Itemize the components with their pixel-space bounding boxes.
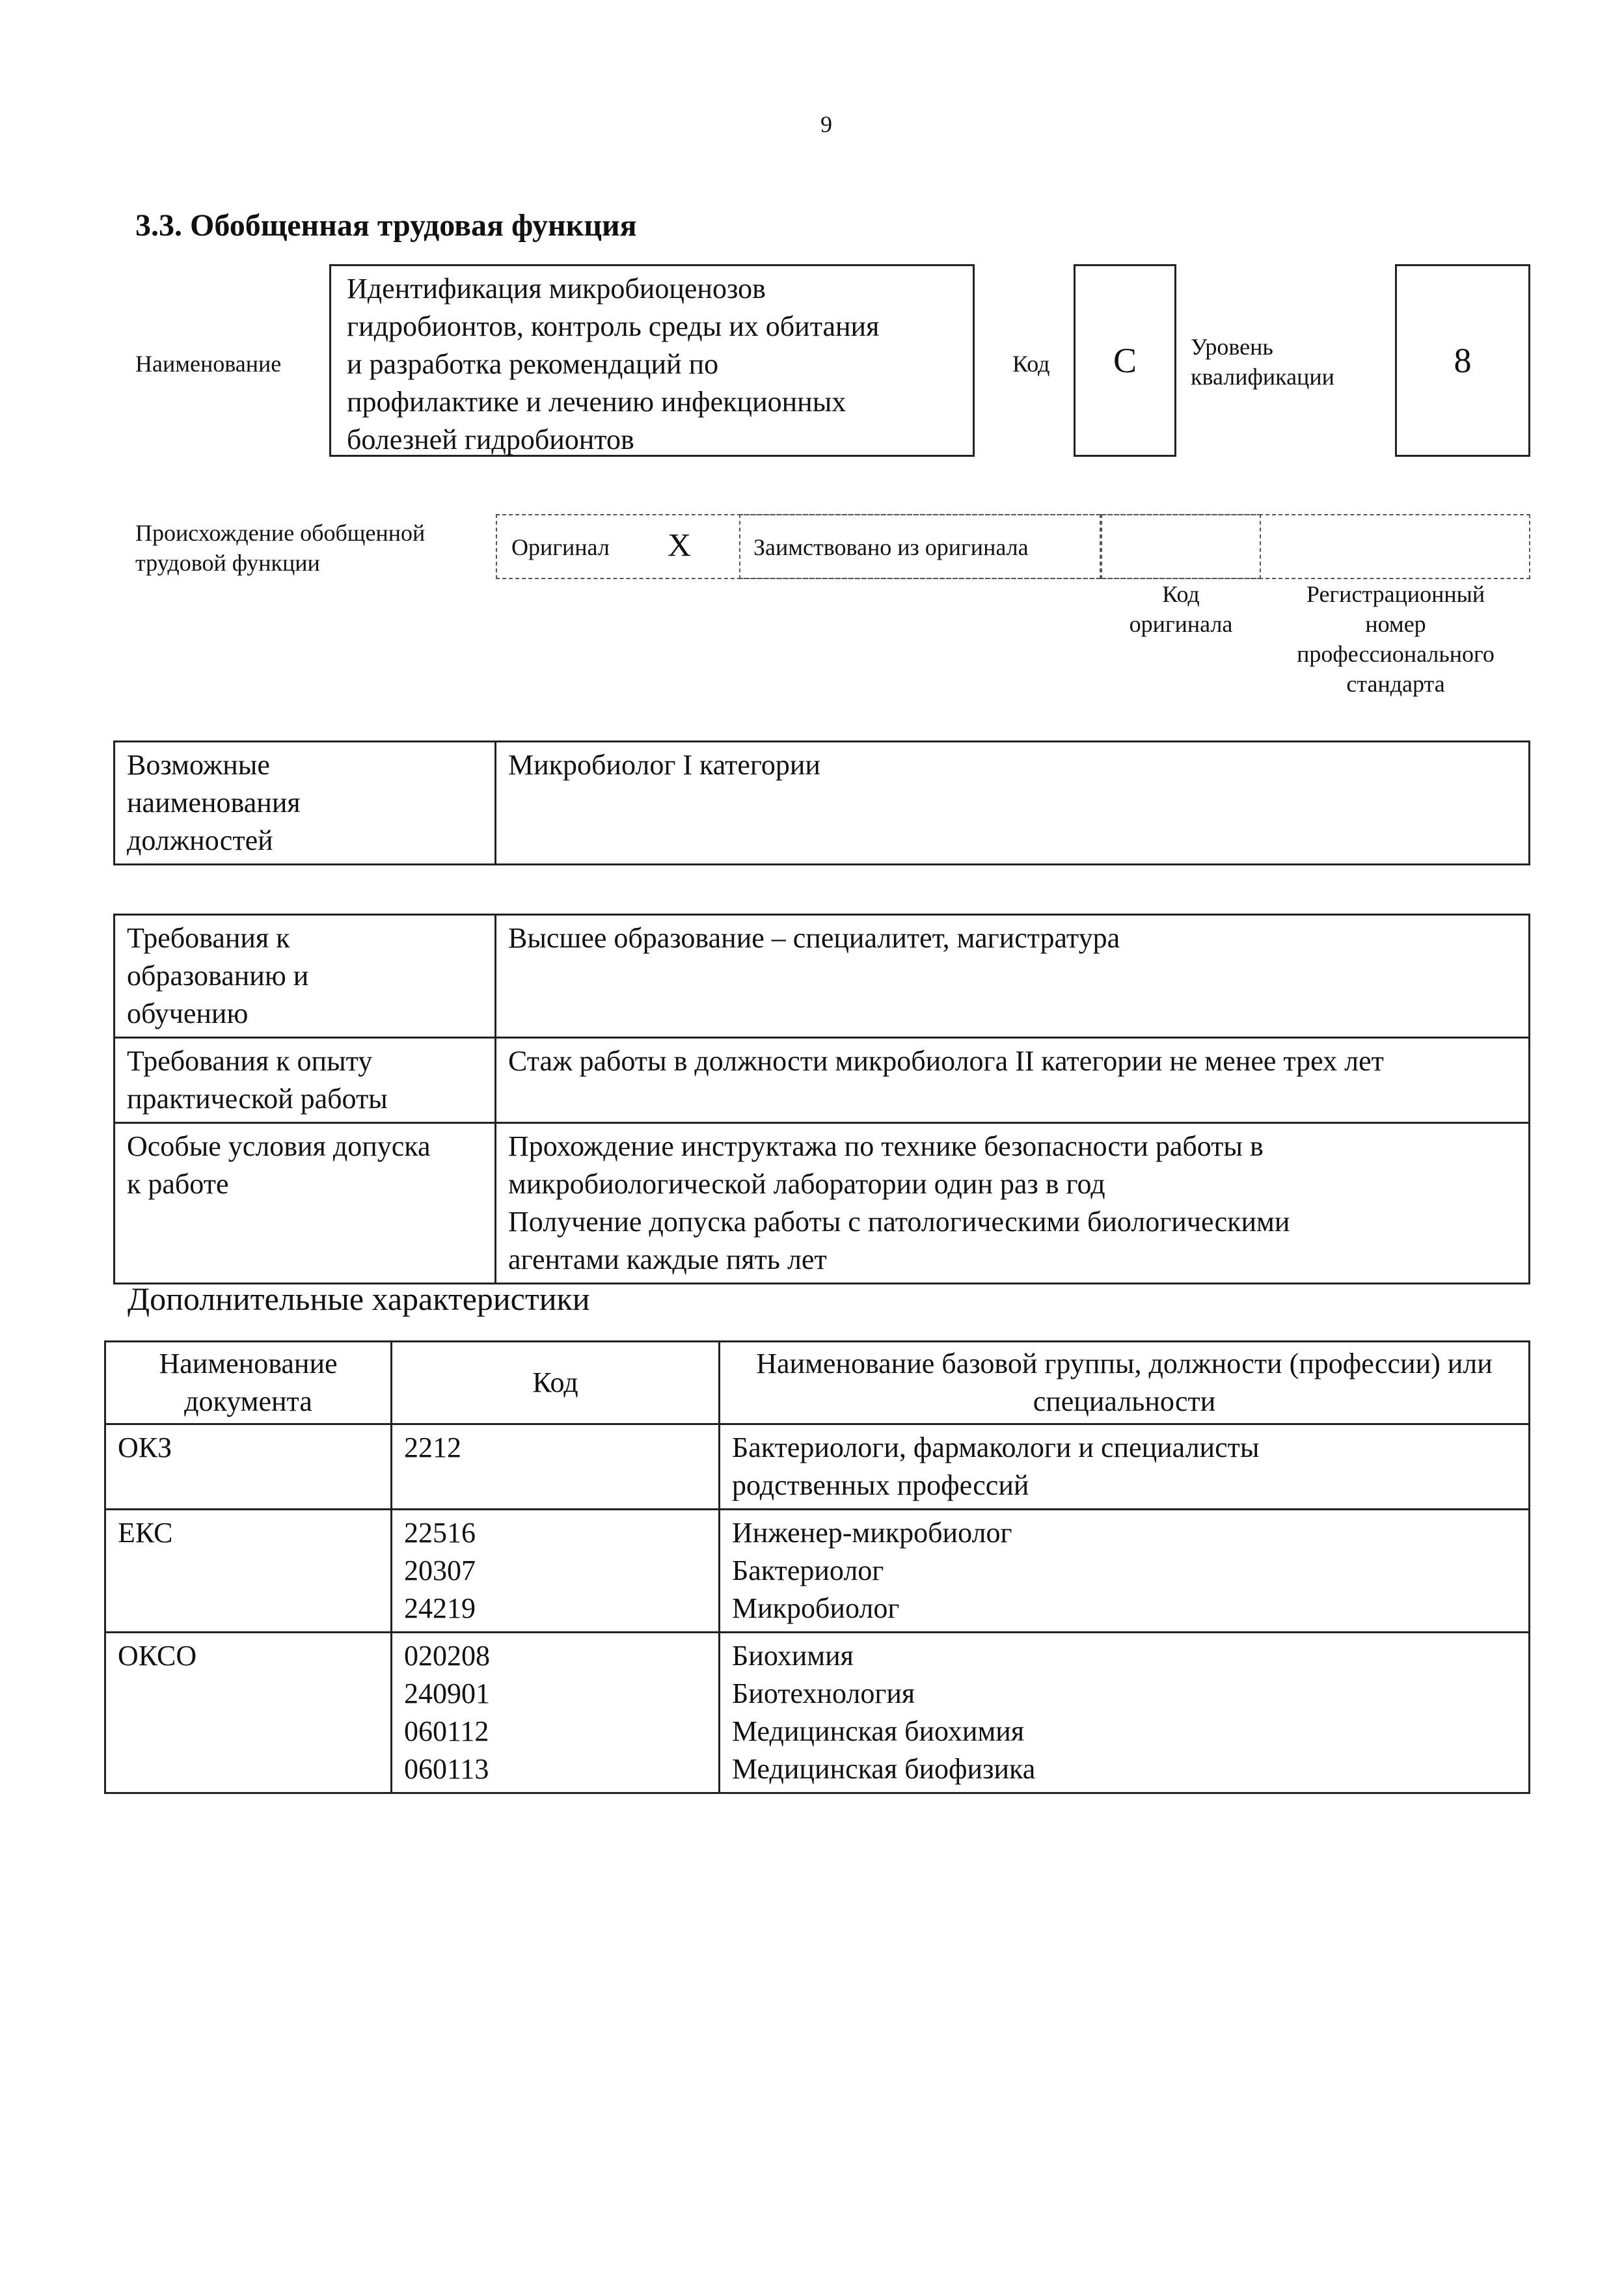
table-row bbox=[115, 1123, 1530, 1284]
header-line: документа bbox=[184, 1385, 312, 1417]
table-row bbox=[105, 1510, 1530, 1633]
code-line: 20307 bbox=[404, 1555, 476, 1586]
admission-label bbox=[115, 1123, 496, 1284]
doc-cell: ЕКС bbox=[105, 1510, 392, 1633]
function-name-line: болезней гидробионтов bbox=[347, 424, 634, 455]
label-line: наименования bbox=[127, 787, 301, 819]
positions-table bbox=[113, 740, 1530, 865]
level-label-line: квалификации bbox=[1191, 364, 1334, 390]
code-value-box: C bbox=[1074, 264, 1176, 457]
code-line: 2212 bbox=[404, 1432, 461, 1463]
doc-cell: ОКСО bbox=[105, 1633, 392, 1793]
name-label: Наименование bbox=[135, 351, 282, 377]
code-line: 060112 bbox=[404, 1715, 489, 1747]
caption-line: номер bbox=[1365, 611, 1426, 637]
header-line: Наименование базовой группы, должности (профессии) bbox=[756, 1348, 1441, 1379]
name-line: Инженер-микробиолог bbox=[732, 1517, 1012, 1549]
experience-label bbox=[115, 1038, 496, 1123]
value-line: микробиологической лаборатории один раз в год bbox=[508, 1168, 1105, 1200]
table-row bbox=[115, 1038, 1530, 1123]
names-cell bbox=[720, 1424, 1530, 1510]
header-line: Наименование bbox=[159, 1348, 338, 1379]
function-name-line: и разработка рекомендаций по bbox=[347, 348, 719, 380]
positions-value: Микробиолог I категории bbox=[496, 742, 1530, 865]
code-line: 020208 bbox=[404, 1640, 490, 1672]
admission-value bbox=[496, 1123, 1530, 1284]
original-mark: X bbox=[668, 526, 692, 563]
value-line: Прохождение инструктажа по технике безопасности работы в bbox=[508, 1130, 1264, 1162]
codes-cell bbox=[392, 1633, 720, 1793]
caption-line: стандарта bbox=[1346, 671, 1445, 697]
names-cell bbox=[720, 1633, 1530, 1793]
level-label bbox=[1191, 332, 1334, 392]
value-line: Получение допуска работы с патологическими биологическими bbox=[508, 1206, 1290, 1238]
requirements-table bbox=[113, 914, 1530, 1284]
name-line: Бактериологи, фармакологи и специалисты bbox=[732, 1432, 1260, 1463]
name-line: Биотехнология bbox=[732, 1678, 915, 1709]
function-name-line: Идентификация микробиоценозов bbox=[347, 273, 766, 305]
code-line: 240901 bbox=[404, 1678, 490, 1709]
experience-value bbox=[496, 1038, 1530, 1123]
registration-caption bbox=[1261, 579, 1530, 699]
original-code-cell bbox=[1101, 514, 1261, 579]
education-label bbox=[115, 915, 496, 1038]
additional-title: Дополнительные характеристики bbox=[128, 1281, 590, 1317]
origin-label bbox=[135, 518, 425, 578]
name-line: Медицинская биофизика bbox=[732, 1753, 1036, 1785]
label-line: Возможные bbox=[127, 749, 270, 781]
table-header-row bbox=[105, 1342, 1530, 1424]
label-line: Особые условия допуска bbox=[127, 1130, 431, 1162]
name-line: Биохимия bbox=[732, 1640, 854, 1672]
additional-table bbox=[104, 1340, 1530, 1794]
code-line: 24219 bbox=[404, 1592, 476, 1624]
label-line: должностей bbox=[127, 824, 273, 856]
header-line: или специальности bbox=[1033, 1348, 1493, 1417]
caption-line: Регистрационный bbox=[1306, 581, 1485, 607]
name-line: родственных профессий bbox=[732, 1469, 1029, 1501]
code-line: 22516 bbox=[404, 1517, 476, 1549]
name-line: Бактериолог bbox=[732, 1555, 884, 1586]
table-row bbox=[105, 1424, 1530, 1510]
header-document bbox=[105, 1342, 392, 1424]
original-label: Оригинал bbox=[511, 534, 610, 560]
section-title: 3.3. Обобщенная трудовая функция bbox=[135, 208, 637, 243]
label-line: практической работы bbox=[127, 1083, 388, 1115]
name-line: Медицинская биохимия bbox=[732, 1715, 1025, 1747]
borrowed-label: Заимствовано из оригинала bbox=[753, 534, 1029, 560]
caption-line: Код bbox=[1162, 581, 1200, 607]
positions-label bbox=[115, 742, 496, 865]
name-line: Микробиолог bbox=[732, 1592, 900, 1624]
header-code: Код bbox=[392, 1342, 720, 1424]
table-row bbox=[115, 742, 1530, 865]
caption-line: профессионального bbox=[1297, 641, 1495, 667]
header-group-name bbox=[720, 1342, 1530, 1424]
codes-cell bbox=[392, 1510, 720, 1633]
doc-cell: ОКЗ bbox=[105, 1424, 392, 1510]
origin-label-line: Происхождение обобщенной bbox=[135, 520, 426, 546]
level-label-line: Уровень bbox=[1191, 334, 1273, 360]
original-code-caption bbox=[1101, 579, 1261, 639]
label-line: обучению bbox=[127, 998, 249, 1029]
value-line: Высшее образование – специалитет, магистратура bbox=[508, 922, 1120, 954]
codes-cell bbox=[392, 1424, 720, 1510]
names-cell bbox=[720, 1510, 1530, 1633]
function-name-line: гидробионтов, контроль среды их обитания bbox=[347, 310, 880, 342]
table-row bbox=[105, 1633, 1530, 1793]
function-name-line: профилактике и лечению инфекционных bbox=[347, 386, 846, 418]
function-name-box bbox=[329, 264, 975, 457]
label-line: Требования к опыту bbox=[127, 1045, 373, 1077]
level-value-box: 8 bbox=[1395, 264, 1530, 457]
value-line: агентами каждые пять лет bbox=[508, 1243, 827, 1275]
code-line: 060113 bbox=[404, 1753, 489, 1785]
origin-label-line: трудовой функции bbox=[135, 550, 320, 576]
page-number: 9 bbox=[820, 111, 832, 137]
label-line: к работе bbox=[127, 1168, 229, 1200]
caption-line: оригинала bbox=[1129, 611, 1233, 637]
label-line: образованию и bbox=[127, 960, 309, 992]
education-value bbox=[496, 915, 1530, 1038]
value-line: Стаж работы в должности микробиолога II категории не менее трех лет bbox=[508, 1045, 1384, 1077]
label-line: Требования к bbox=[127, 922, 290, 954]
code-label: Код bbox=[1012, 351, 1050, 377]
table-row bbox=[115, 915, 1530, 1038]
